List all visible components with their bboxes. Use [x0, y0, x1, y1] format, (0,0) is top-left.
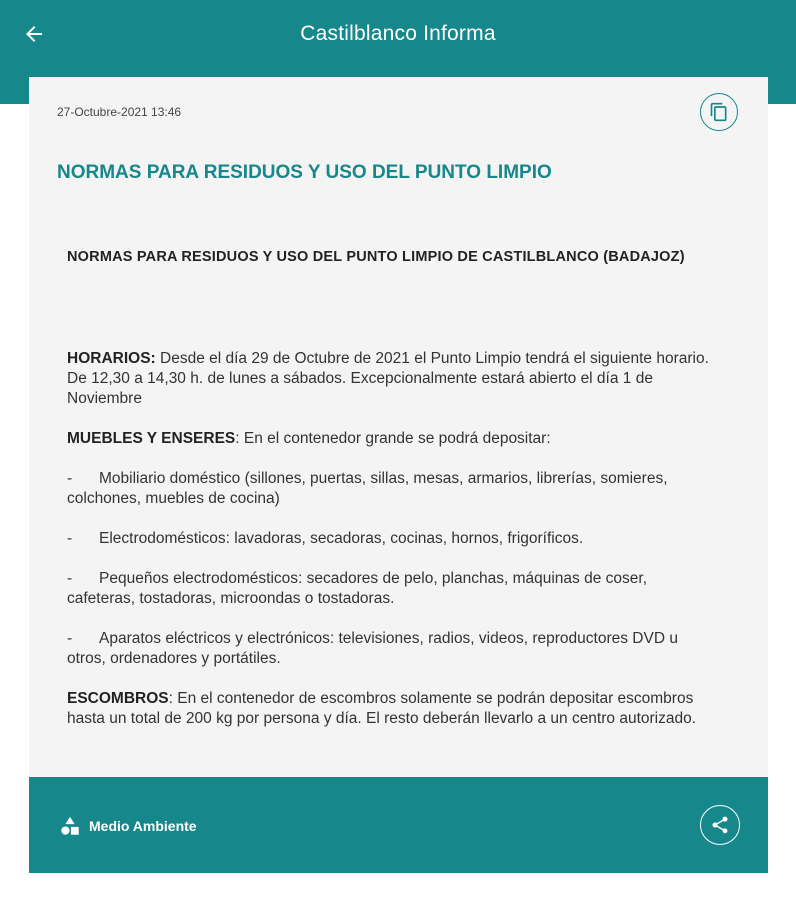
shapes-icon [59, 815, 81, 837]
article-body [67, 247, 717, 729]
article-footer [29, 777, 768, 873]
copy-icon [709, 102, 729, 122]
copy-button[interactable] [700, 93, 738, 131]
article-card [29, 77, 768, 873]
category-label: Medio Ambiente [89, 818, 197, 834]
article-subtitle: NORMAS PARA RESIDUOS Y USO DEL PUNTO LIMPIO DE CASTILBLANCO (BADAJOZ) [67, 249, 685, 265]
app-title: Castilblanco Informa [300, 22, 496, 45]
list-item: - Pequeños electrodomésticos: secadores de pelo, planchas, máquinas de coser, cafeteras, tostadoras, microondas o tostadoras. [67, 570, 648, 607]
escombros-label: ESCOMBROS [67, 690, 169, 707]
horarios-paragraph [67, 349, 717, 409]
muebles-text: : En el contenedor grande se podrá depositar: [235, 430, 551, 447]
escombros-paragraph [67, 689, 717, 729]
article-title: NORMAS PARA RESIDUOS Y USO DEL PUNTO LIMPIO [57, 162, 552, 183]
category-link[interactable] [59, 815, 197, 837]
muebles-label: MUEBLES Y ENSERES [67, 430, 236, 447]
muebles-paragraph [67, 429, 717, 449]
horarios-label: HORARIOS: [67, 350, 156, 367]
escombros-text: : En el contenedor de escombros solamente se podrán depositar escombros hasta un total de 200 kg por persona y día. El resto deberán llevarlo a un centro autorizado. [67, 690, 697, 727]
list-item: - Aparatos eléctricos y electrónicos: televisiones, radios, videos, reproductores DVD u otros, ordenadores y portátiles. [67, 630, 678, 667]
article-date: 27-Octubre-2021 13:46 [57, 105, 182, 119]
share-button[interactable] [700, 805, 740, 845]
share-icon [710, 815, 730, 835]
horarios-text: Desde el día 29 de Octubre de 2021 el Punto Limpio tendrá el siguiente horario. De 12,30 a 14,30 h. de lunes a sábados. Excepcionalmente estará abierto el día 1 de Noviembre [67, 350, 709, 407]
list-item: - Electrodomésticos: lavadoras, secadoras, cocinas, hornos, frigoríficos. [67, 530, 584, 547]
list-item: - Mobiliario doméstico (sillones, puertas, sillas, mesas, armarios, librerías, somieres, colchones, muebles de cocina) [67, 470, 668, 507]
